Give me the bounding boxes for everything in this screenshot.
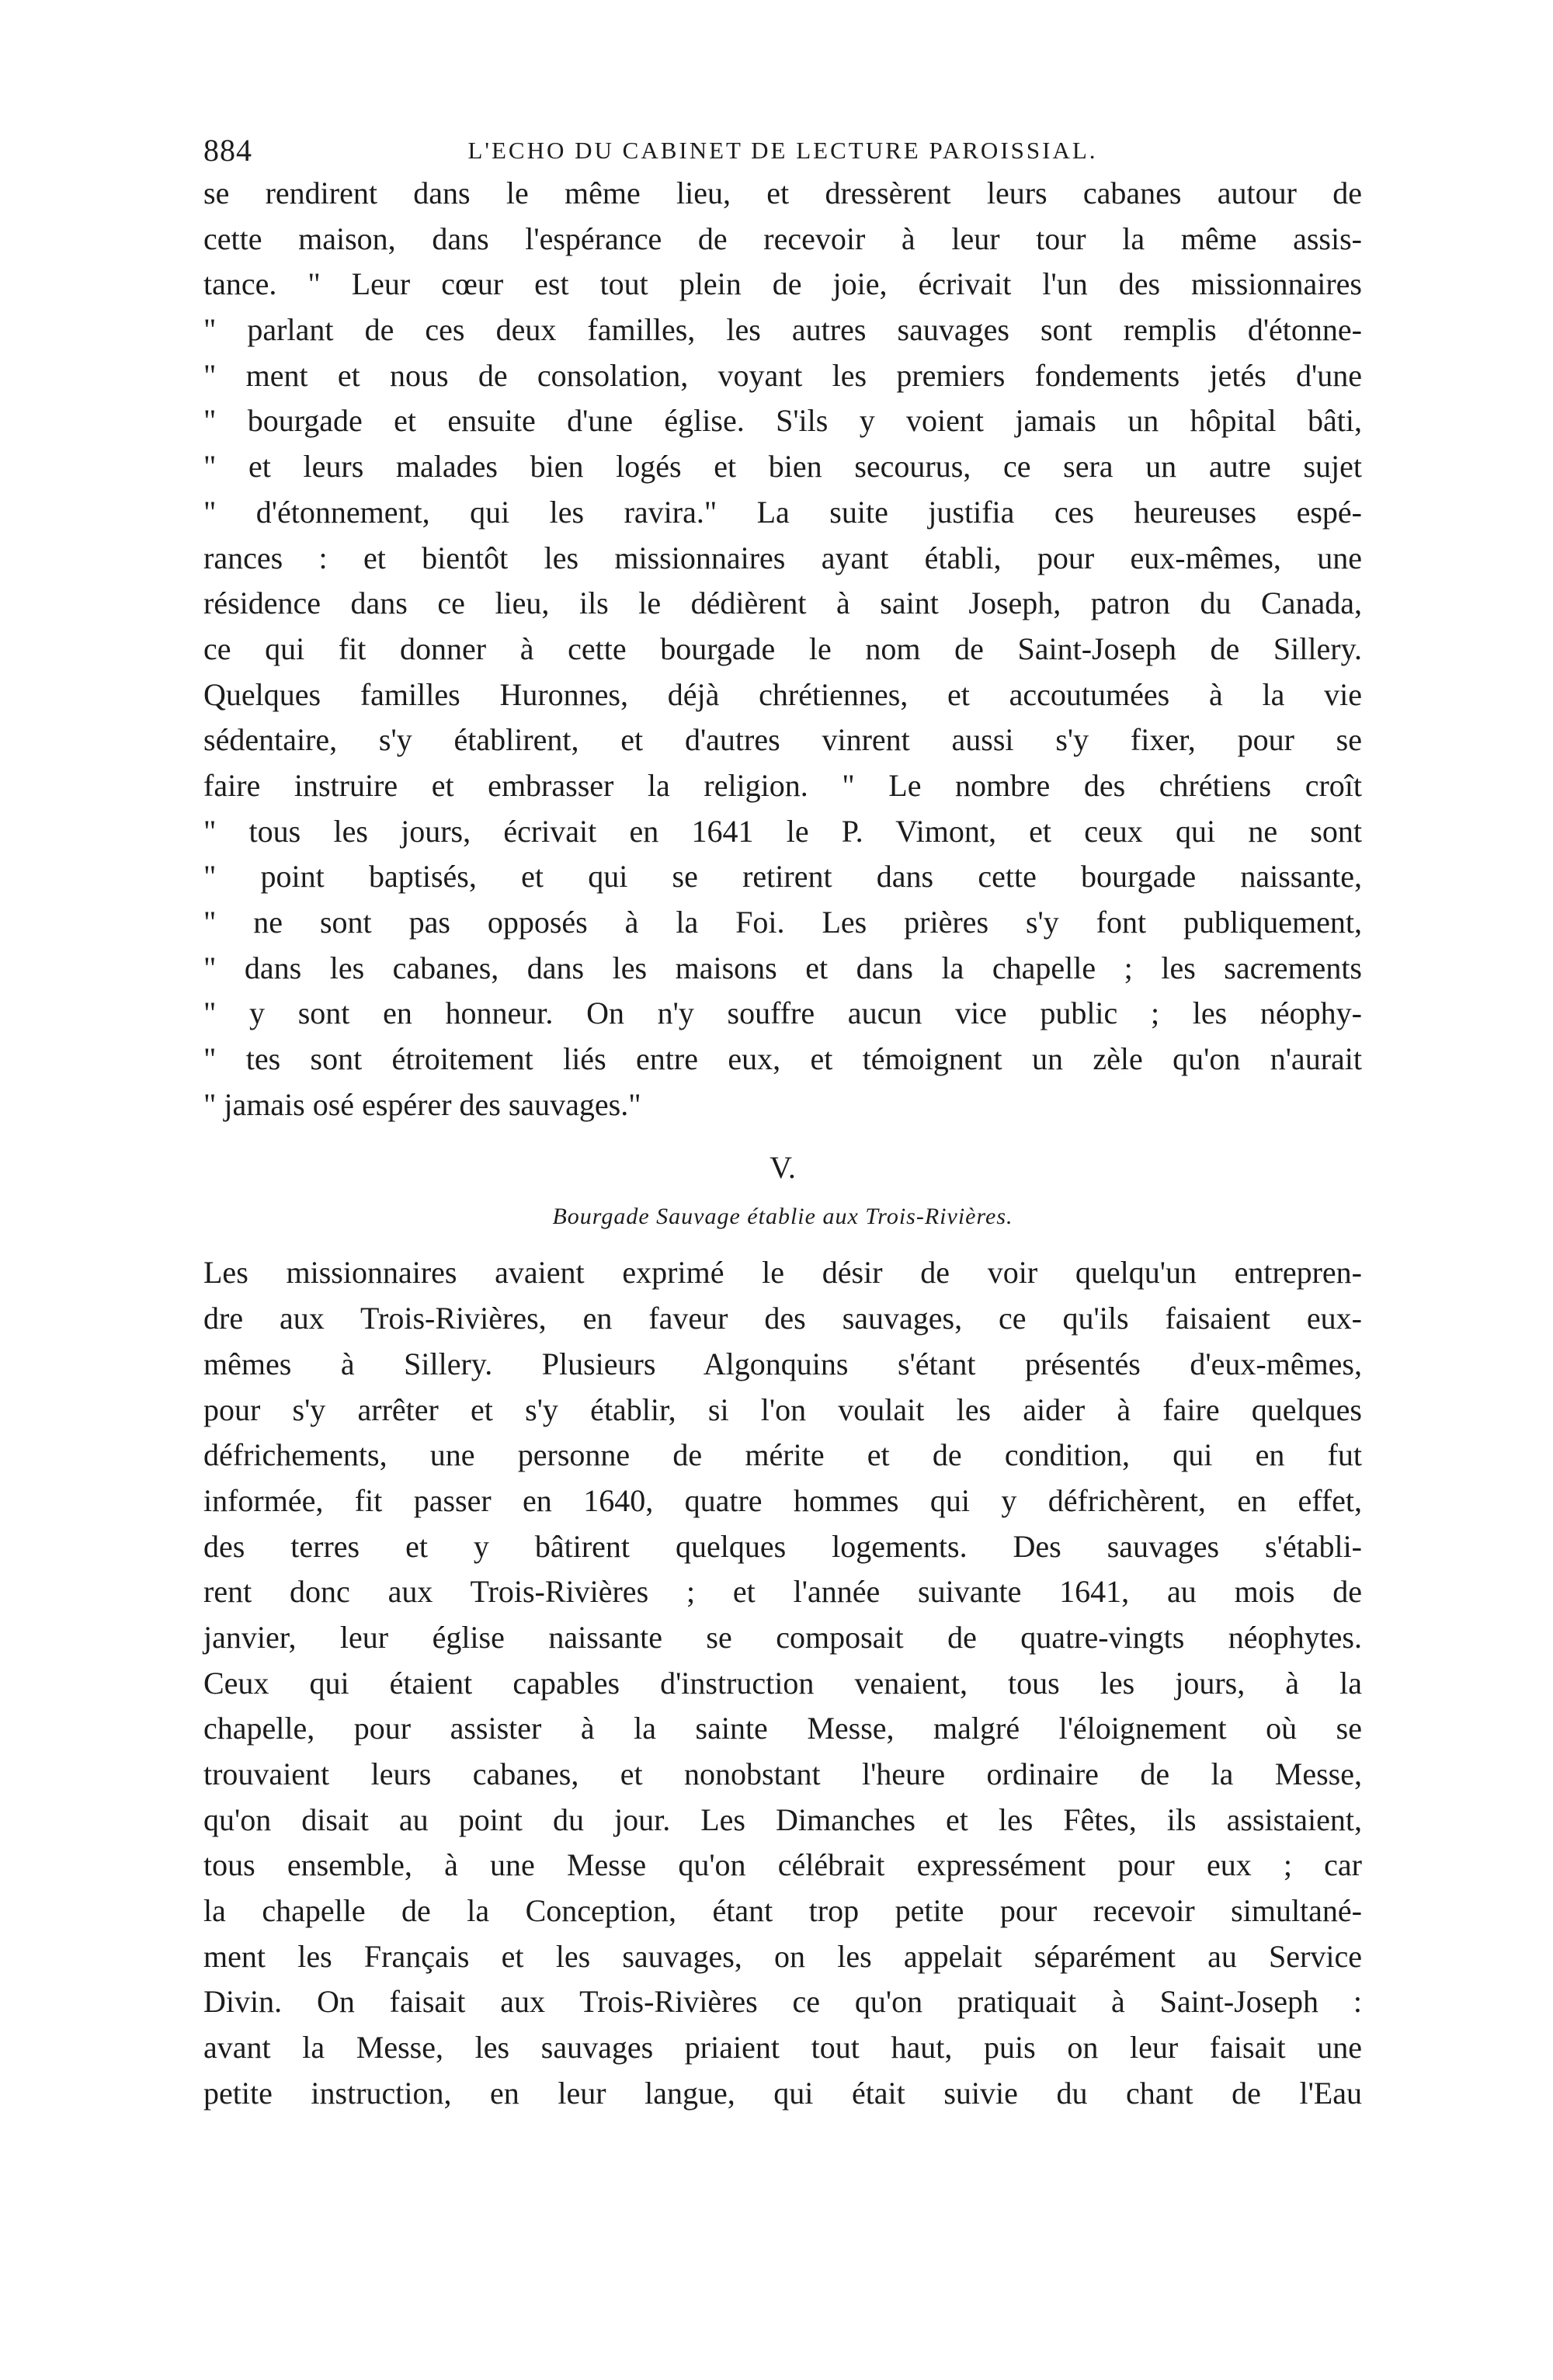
text-line: " d'étonnement, qui les ravira." La suite justifia ces heureuses espé- [203, 494, 1362, 530]
text-line: Ceux qui étaient capables d'instruction venaient, tous les jours, à la [203, 1665, 1362, 1701]
text-line: avant la Messe, les sauvages priaient tout haut, puis on leur faisait une [203, 2030, 1362, 2066]
section-heading [203, 1127, 1362, 1247]
text-line: faire instruire et embrasser la religion. " Le nombre des chrétiens croît [203, 767, 1362, 803]
text-line: " dans les cabanes, dans les maisons et dans la chapelle ; les sacrements [203, 950, 1362, 985]
text-line: " parlant de ces deux familles, les autres sauvages sont remplis d'étonne- [203, 312, 1362, 348]
text-line: chapelle, pour assister à la sainte Messe, malgré l'éloignement où se [203, 1711, 1362, 1746]
text-line: petite instruction, en leur langue, qui était suivie du chant de l'Eau [203, 2075, 1362, 2111]
section-title: Bourgade Sauvage établie aux Trois-Rivières. [552, 1204, 1013, 1230]
text-line: " ne sont pas opposés à la Foi. Les prières s'y font publiquement, [203, 905, 1362, 940]
text-line: mêmes à Sillery. Plusieurs Algonquins s'étant présentés d'eux-mêmes, [203, 1346, 1362, 1381]
page-number: 884 [203, 133, 252, 168]
text-line: informée, fit passer en 1640, quatre hommes qui y défrichèrent, en effet, [203, 1482, 1362, 1518]
running-header [203, 116, 1362, 171]
paragraph-trois-rivieres [203, 1250, 1362, 2116]
text-line: " bourgade et ensuite d'une église. S'ils y voient jamais un hôpital bâti, [203, 403, 1362, 439]
text-line: cette maison, dans l'espérance de recevoir à leur tour la même assis- [203, 221, 1362, 256]
text-line: " point baptisés, et qui se retirent dans cette bourgade naissante, [203, 859, 1362, 895]
text-line: se rendirent dans le même lieu, et dressèrent leurs cabanes autour de [203, 175, 1362, 210]
text-line: la chapelle de la Conception, étant trop petite pour recevoir simultané- [203, 1893, 1362, 1929]
text-line: pour s'y arrêter et s'y établir, si l'on voulait les aider à faire quelques [203, 1392, 1362, 1427]
text-line: rances : et bientôt les missionnaires ayant établi, pour eux-mêmes, une [203, 540, 1362, 575]
text-line: dre aux Trois-Rivières, en faveur des sauvages, ce qu'ils faisaient eux- [203, 1301, 1362, 1336]
book-page [203, 116, 1362, 2117]
text-line: défrichements, une personne de mérite et de condition, qui en fut [203, 1437, 1362, 1473]
running-title: L'ECHO DU CABINET DE LECTURE PAROISSIAL. [467, 137, 1098, 164]
section-number: V. [770, 1150, 796, 1186]
text-line: " tes sont étroitement liés entre eux, et témoignent un zèle qu'on n'aurait [203, 1041, 1362, 1077]
text-line: janvier, leur église naissante se composait de quatre-vingts néophytes. [203, 1619, 1362, 1655]
text-line: " ment et nous de consolation, voyant les premiers fondements jetés d'une [203, 357, 1362, 393]
text-line: ment les Français et les sauvages, on les appelait séparément au Service [203, 1938, 1362, 1974]
text-line: Les missionnaires avaient exprimé le désir de voir quelqu'un entrepren- [203, 1255, 1362, 1291]
text-line: " et leurs malades bien logés et bien secourus, ce sera un autre sujet [203, 449, 1362, 485]
paragraph-sillery [203, 171, 1362, 1127]
text-line: des terres et y bâtirent quelques logements. Des sauvages s'établi- [203, 1528, 1362, 1564]
text-line: résidence dans ce lieu, ils le dédièrent à saint Joseph, patron du Canada, [203, 585, 1362, 621]
text-line: rent donc aux Trois-Rivières ; et l'année suivante 1641, au mois de [203, 1574, 1362, 1610]
text-line: trouvaient leurs cabanes, et nonobstant l'heure ordinaire de la Messe, [203, 1756, 1362, 1791]
text-line: " tous les jours, écrivait en 1641 le P. Vimont, et ceux qui ne sont [203, 813, 1362, 849]
text-line: ce qui fit donner à cette bourgade le nom de Saint-Joseph de Sillery. [203, 631, 1362, 666]
text-line: " y sont en honneur. On n'y souffre aucun vice public ; les néophy- [203, 995, 1362, 1031]
text-line: tance. " Leur cœur est tout plein de joie, écrivait l'un des missionnaires [203, 266, 1362, 302]
text-line: Divin. On faisait aux Trois-Rivières ce qu'on pratiquait à Saint-Joseph : [203, 1984, 1362, 2020]
text-line: sédentaire, s'y établirent, et d'autres vinrent aussi s'y fixer, pour se [203, 722, 1362, 758]
text-line: " jamais osé espérer des sauvages." [203, 1086, 641, 1122]
text-line: tous ensemble, à une Messe qu'on célébrait expressément pour eux ; car [203, 1847, 1362, 1883]
text-line: Quelques familles Huronnes, déjà chrétiennes, et accoutumées à la vie [203, 676, 1362, 712]
text-line: qu'on disait au point du jour. Les Dimanches et les Fêtes, ils assistaient, [203, 1802, 1362, 1837]
